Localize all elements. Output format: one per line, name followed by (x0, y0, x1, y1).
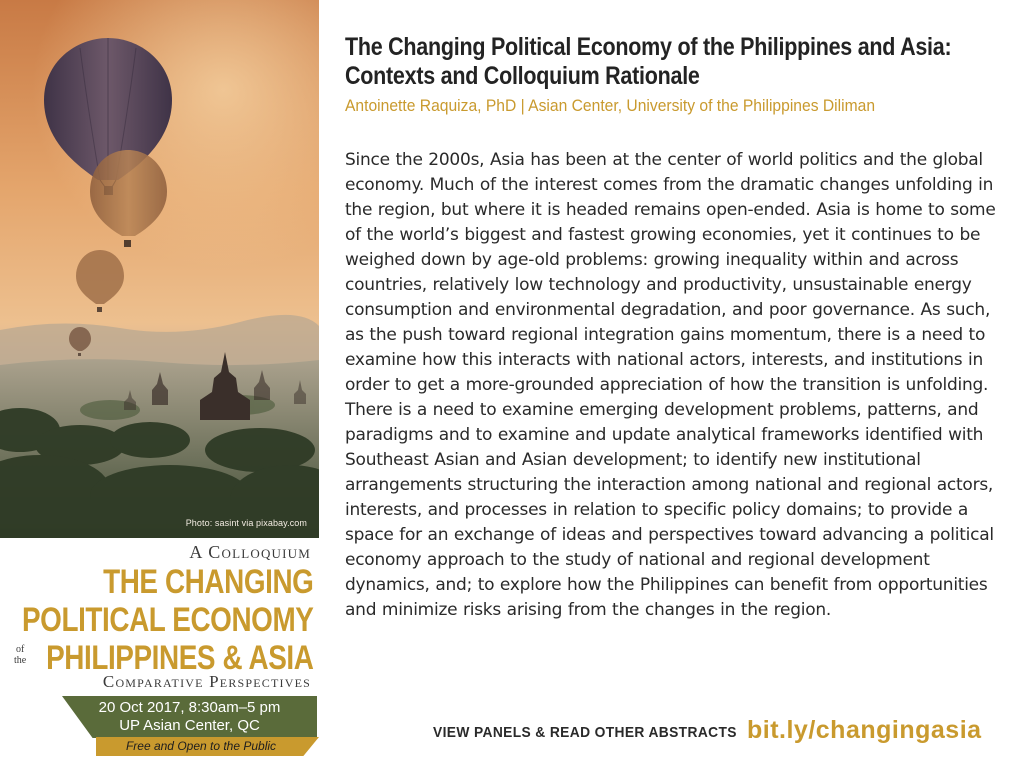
photo-credit: Photo: sasint via pixabay.com (185, 518, 307, 528)
balloons-over-temples-image (0, 0, 319, 538)
poster-title (0, 563, 313, 677)
of-the-label (14, 644, 26, 666)
article-title-line-1: The Changing Political Economy of the Philippines and Asia: (345, 33, 952, 61)
event-venue: UP Asian Center, QC (119, 717, 260, 734)
article-title (345, 33, 1005, 91)
event-date-time: 20 Oct 2017, 8:30am–5 pm (98, 699, 281, 716)
of-word: of (15, 644, 25, 655)
poster-title-line-2: POLITICAL ECONOMY (21, 601, 313, 639)
event-poster (0, 0, 319, 768)
poster-subtitle: Comparative Perspectives (102, 672, 311, 691)
author-affiliation: Antoinette Raquiza, PhD | Asian Center, University of the Philippines Diliman (345, 96, 876, 115)
event-details (62, 699, 317, 735)
poster-title-line-3: PHILIPPINES & ASIA (45, 639, 313, 677)
article-title-line-2: Contexts and Colloquium Rationale (345, 62, 700, 90)
cta-link[interactable]: bit.ly/changingasia (747, 716, 982, 744)
cta-text: VIEW PANELS & READ OTHER ABSTRACTS (433, 724, 737, 741)
the-word: the (14, 655, 27, 666)
hot-air-balloons-photo (0, 0, 319, 538)
poster-title-line-1: THE CHANGING (102, 563, 313, 601)
colloquium-label: A Colloquium (189, 542, 311, 562)
admission-text: Free and Open to the Public (125, 739, 277, 753)
abstract-text: Since the 2000s, Asia has been at the center of world politics and the global economy. Much of the interest comes from the dramatic changes unfolding in the region, but where it is headed remains open-ended. Asia is home to some of the world’s biggest and fastest growing economies, yet it continues to be weighed down by age-old problems: growing inequality within and across countries, relatively low technology and productivity, unsustainable energy consumption and environmental degradation, and poor governance. As such, as the push toward regional integration gains momentum, there is a need to examine how this interacts with national actors, interests, and institutions in order to get a more-grounded appreciation of how the transition is unfolding. There is a need to examine emerging development problems, patterns, and paradigms and to examine and update analytical frameworks identified with Southeast Asian and Asian development; to identify new institutional arrangements structuring the interaction among national and regional actors, interests, and processes in relation to specific policy domains; to provide a space for an exchange of ideas and perspectives toward advancing a political economy approach to the study of national and regional development dynamics, and; to explore how the Philippines can benefit from opportunities and minimize risks arising from the changes in the region. (345, 150, 996, 620)
